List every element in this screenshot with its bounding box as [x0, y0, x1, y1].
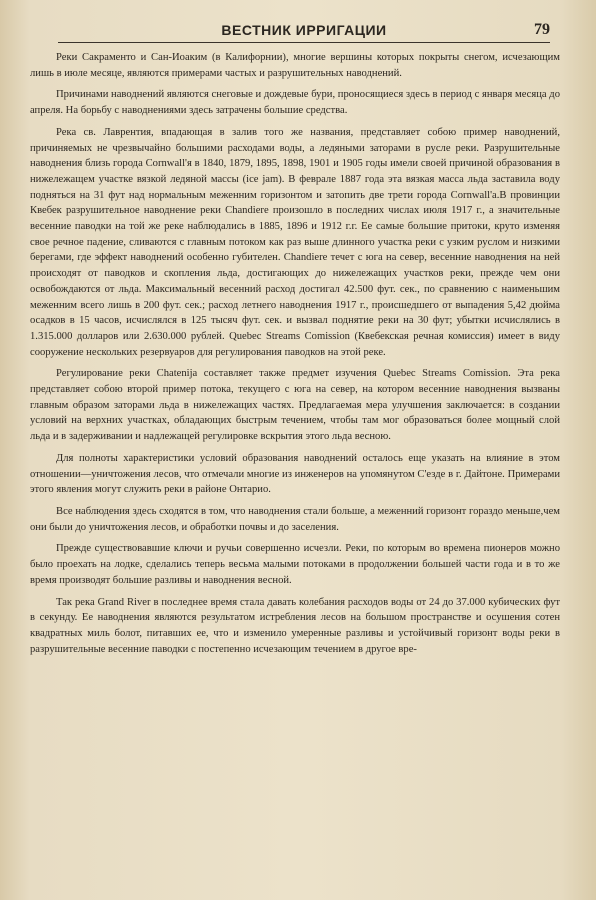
article-body	[30, 50, 560, 657]
paragraph-chatenija: Регулирование реки Chatenija составляет также предмет изучения Quebec Streams Comission. Эта река представляет собою второй пример потока, текущего с юга на север, на котором весенние наводнения вызваны главным образом заторами льда в нижележащих частях. Предлагаемая мера улучшения заключается: в создании условий на верхних участках, обладающих быстрым течением, чтобы там мог образоваться более мощный слой льда и в задерживании и надлежащей регулировке вскрытия этого льда весною.	[30, 368, 560, 443]
paragraph-st-lawrence: Река св. Лаврентия, впадающая в залив того же названия, представляет собою пример наводнений, причиняемых не чрезвычайно большими расходами воды, а ледяными заторами в русле реки. Разрушительные наводнения близь города Cornwall'я в 1840, 1879, 1895, 1898, 1901 и 1905 годы имели своей причиной образования в нижележащем участке вязкой ледяной массы (ice jam). В феврале 1887 года эта вязкая масса льда заставила воду подняться на 31 фут над нормальным меженним горизонтом и затопить две трети города Cornwall'а.В провинции Квебек разрушительное наводнение реки Chandiere произошло в последних числах июля 1917 г., а значительные весенние паводки на той же реке наблюдались в 1885, 1896 и 1912 г.г. Ее самые большие притоки, круто изменяя свое речное падение, сливаются с главным потоком как раз выше длинного участка реки с узким руслом и низкими берегами, где эффект наводнений особенно губителен. Chandiere течет с юга на север, весенние наводнения на ней происходят от паводков и скопления льда, достигающих до нижележащих участков реки, прежде чем они освобождаются от льда. Максимальный весенний расход достигал 42.500 фут. сек., по сравнению с наименьшим меженним всего лишь в 200 фут. сек.; расход летнего наводнения 1917 г., происшедшего от выпадения 5,42 дюйма осадков в 15 часов, исчислялся в 125 тысяч фут. сек. и вызвал поднятие реки на 30 фут; убытки исчислялись в 1.315.000 долларов или 2.630.000 рублей. Quebec Streams Comission (Квебекская речная комиссия) имеет в виду сооружение нескольких резервуаров для регулирования паводков на этой реке.	[30, 126, 560, 358]
page-header	[58, 22, 550, 43]
paragraph-grand-river: Так река Grand River в последнее время стала давать колебания расходов воды от 24 до 37.000 кубических фут в секунду. Ее наводнения являются результатом истребления лесов на большом пространстве и осушения сотен квадратных миль болот, питавших ее, что и изменило умеренные разливы и устойчивый горизонт воды реки в разрушительные весенние паводки с постепенно исчезающим течением в другое вре-	[30, 596, 560, 655]
paragraph-sacramento: Реки Сакраменто и Сан-Иоаким (в Калифорнии), многие вершины которых покрыты снегом, исчезающим лишь в июле месяце, являются примерами частых и разрушительных наводнений.	[30, 52, 560, 79]
paragraph-springs: Прежде существовавшие ключи и ручьи совершенно исчезли. Реки, по которым во времена пионеров можно было проехать на лодке, сделались теперь весьма малыми потоками в продолжении большей части года и в то же время производят большие разливы и наводнения весной.	[30, 543, 560, 586]
paragraph-deforestation: Для полноты характеристики условий образования наводнений осталось еще указать на влияние в этом отношении—уничтожения лесов, что отмечали многие из инженеров на упомянутом С'езде в г. Дайтоне. Примерами этого явления могут служить реки в районе Онтарио.	[30, 452, 560, 496]
paragraph-observations: Все наблюдения здесь сходятся в том, что наводнения стали больше, а меженний горизонт гораздо меньше,чем они были до уничтожения лесов, и обработки почвы и до заселения.	[30, 505, 560, 533]
running-title: ВЕСТНИК ИРРИГАЦИИ	[221, 22, 387, 38]
paragraph-causes: Причинами наводнений являются снеговые и дождевые бури, проносящиеся здесь в период с января месяца до апреля. На борьбу с наводнениями здесь затрачены большие средства.	[30, 89, 560, 117]
page-number: 79	[534, 21, 550, 38]
